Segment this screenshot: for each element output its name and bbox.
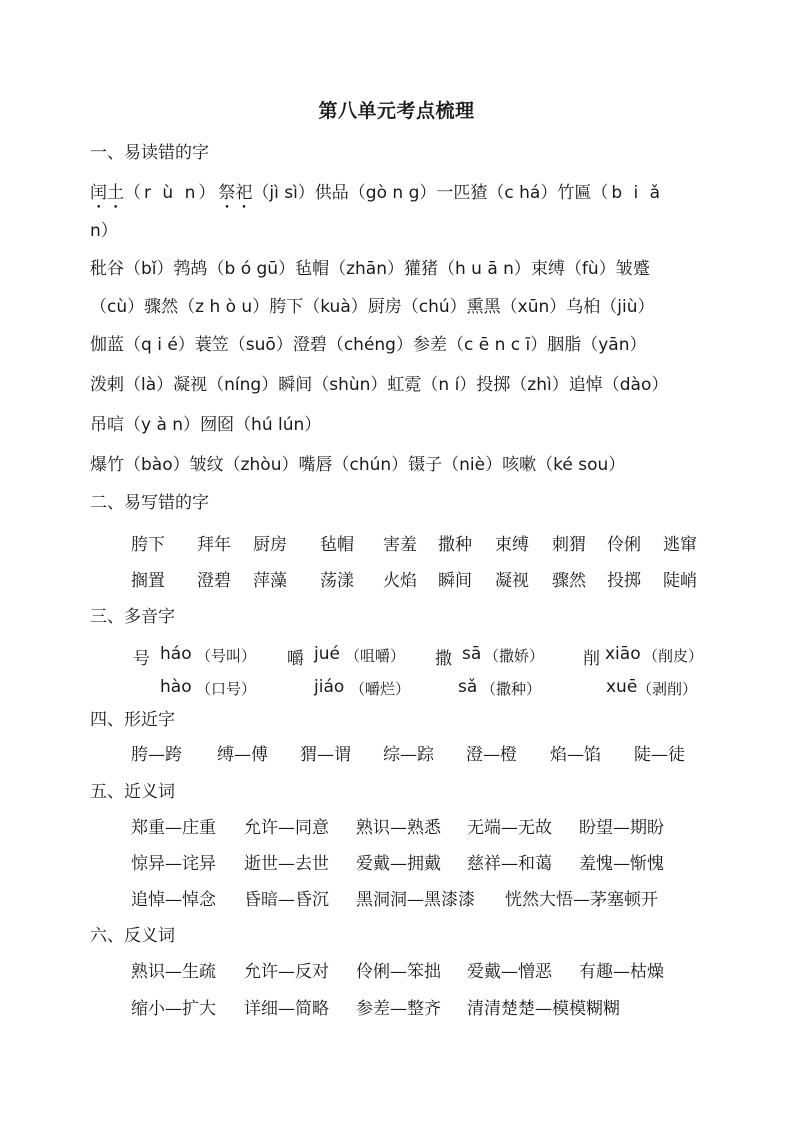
word: 厨房 <box>367 297 402 317</box>
word: 逃窜 <box>663 535 697 555</box>
synonym-pair: 追悼—悼念 <box>131 890 216 910</box>
reading-line-6 <box>90 370 668 395</box>
pinyin: （dào） <box>602 375 669 395</box>
synonym-pair: 允许—同意 <box>244 818 329 838</box>
word: 胯下 <box>131 535 165 555</box>
word: 刺猬 <box>552 535 586 555</box>
pinyin: （h u ā n） <box>437 259 531 279</box>
pinyin: jué <box>314 644 340 664</box>
word: 凝视 <box>173 375 208 395</box>
antonym-pair: 爱戴—憎恶 <box>467 962 552 982</box>
reading-line-4 <box>90 292 654 317</box>
word: 搁置 <box>131 571 165 591</box>
example: （咀嚼） <box>345 647 406 665</box>
section-heading-6: 六、反义词 <box>90 926 175 946</box>
word: 伶俐 <box>607 535 641 555</box>
antonym-pair: 有趣—枯燥 <box>579 962 664 982</box>
pinyin: （chéng） <box>326 335 413 355</box>
pinyin: （n í） <box>421 375 477 395</box>
pinyin: （jì sì） <box>252 183 315 203</box>
synonym-pair: 盼望—期盼 <box>579 818 664 838</box>
pinyin: （chú） <box>401 297 467 317</box>
word: 骤然 <box>144 297 179 317</box>
example: （剥削） <box>637 680 698 698</box>
word: 毡帽 <box>320 535 354 555</box>
example: （口号） <box>196 680 257 698</box>
pinyin: （gò n g） <box>348 183 437 203</box>
polyphone-char: 削 <box>583 649 600 669</box>
antonym-pair: 清清楚楚—模模糊糊 <box>467 999 620 1019</box>
similar-pair: 猬—谓 <box>300 745 351 765</box>
pinyin: （níng） <box>207 375 279 395</box>
word: 束缚 <box>495 535 529 555</box>
word: 胭脂 <box>547 335 582 355</box>
word: 投掷 <box>607 571 641 591</box>
word: 鹁鸪 <box>173 259 208 279</box>
word: 撒种 <box>438 535 472 555</box>
pinyin: （kuà） <box>303 297 368 317</box>
word: 害羞 <box>383 535 417 555</box>
similar-pair: 胯—跨 <box>131 745 182 765</box>
pinyin: （fù） <box>564 259 616 279</box>
pinyin: n） <box>90 221 118 241</box>
polyphone-char: 撒 <box>435 649 452 669</box>
polyphone-char: 号 <box>133 649 150 669</box>
antonym-pair: 熟识—生疏 <box>131 962 216 982</box>
synonym-pair: 惊异—诧异 <box>131 854 216 874</box>
word: 竹匾 <box>557 183 592 203</box>
synonym-pair: 羞愧—惭愧 <box>579 854 664 874</box>
antonym-pair: 允许—反对 <box>244 962 329 982</box>
pinyin: （niè） <box>442 455 503 475</box>
section-heading-5: 五、近义词 <box>90 782 175 802</box>
word: 澄碧 <box>292 335 327 355</box>
word: 荡漾 <box>320 571 354 591</box>
word: 皱纹 <box>189 455 224 475</box>
pinyin: （c ē n c ī） <box>446 335 548 355</box>
synonym-pair: 慈祥—和蔼 <box>467 854 552 874</box>
word: 骤然 <box>552 571 586 591</box>
pinyin: （z h ò u） <box>178 297 270 317</box>
pinyin: （xūn） <box>500 297 567 317</box>
word: 厨房 <box>253 535 287 555</box>
reading-line-5 <box>90 330 647 355</box>
example: （号叫） <box>196 647 257 665</box>
pinyin: （bào） <box>124 455 190 475</box>
example: （撒种） <box>481 680 542 698</box>
word: 爆竹 <box>90 455 124 475</box>
synonym-pair: 恍然大悟—茅塞顿开 <box>505 890 658 910</box>
word: 一匹猹 <box>436 183 488 203</box>
similar-pair: 综—踪 <box>383 745 434 765</box>
pinyin: （b ó gū） <box>207 259 296 279</box>
word: 火焰 <box>383 571 417 591</box>
pinyin: （zhān） <box>329 259 404 279</box>
section-heading-2: 二、易写错的字 <box>90 493 209 513</box>
page-title: 第八单元考点梳理 <box>318 100 475 122</box>
word: 皱蹙 <box>615 259 650 279</box>
word: 参差 <box>412 335 447 355</box>
antonym-pair: 参差—整齐 <box>356 999 441 1019</box>
synonym-pair: 郑重—庄重 <box>131 818 216 838</box>
word: 咳嗽 <box>502 455 537 475</box>
pinyin: （zhì） <box>510 375 569 395</box>
pinyin: háo <box>160 644 192 664</box>
word: 萍藻 <box>253 571 287 591</box>
pinyin: （bǐ） <box>124 259 174 279</box>
synonym-pair: 熟识—熟悉 <box>356 818 441 838</box>
pinyin: （r ù n） <box>124 183 219 203</box>
pinyin: （là） <box>124 375 174 395</box>
polyphone-char: 嚼 <box>287 649 304 669</box>
word: 乌桕 <box>566 297 601 317</box>
word: 闰土 <box>90 183 124 203</box>
antonym-pair: 详细—简略 <box>244 999 329 1019</box>
pinyin: （suō） <box>228 335 293 355</box>
similar-pair: 缚—傅 <box>217 745 268 765</box>
synonym-pair: 爱戴—拥戴 <box>356 854 441 874</box>
word: 祭祀 <box>218 183 253 203</box>
example: （削皮） <box>643 647 704 665</box>
pinyin: （cù） <box>90 297 145 317</box>
synonym-pair: 逝世—去世 <box>244 854 329 874</box>
word: 嘴唇 <box>298 455 333 475</box>
pinyin: （zhòu） <box>223 455 299 475</box>
word: 獾猪 <box>403 259 438 279</box>
word: 虹霓 <box>387 375 422 395</box>
word: 秕谷 <box>90 259 124 279</box>
similar-pair: 焰—馅 <box>550 745 601 765</box>
word: 凝视 <box>495 571 529 591</box>
pinyin: xiāo <box>605 644 641 664</box>
pinyin: （chún） <box>332 455 409 475</box>
pinyin: jiáo <box>314 677 345 697</box>
word: 瞬间 <box>278 375 313 395</box>
reading-line-8 <box>90 450 625 475</box>
word: 泼剌 <box>90 375 124 395</box>
synonym-pair: 无端—无故 <box>467 818 552 838</box>
word: 镊子 <box>408 455 443 475</box>
word: 投掷 <box>476 375 511 395</box>
word: 拜年 <box>197 535 231 555</box>
word: 吊唁 <box>90 415 124 435</box>
reading-line-7 <box>90 410 321 435</box>
word: 胯下 <box>269 297 304 317</box>
word: 毡帽 <box>295 259 330 279</box>
word: 熏黑 <box>466 297 501 317</box>
word: 追悼 <box>568 375 603 395</box>
word: 伽蓝 <box>90 335 124 355</box>
pinyin: sā <box>462 644 482 664</box>
synonym-pair: 昏暗—昏沉 <box>244 890 329 910</box>
word: 囫囵 <box>200 415 235 435</box>
pinyin: hào <box>160 677 192 697</box>
pinyin: xuē <box>606 677 638 697</box>
pinyin: （shùn） <box>312 375 388 395</box>
antonym-pair: 伶俐—笨拙 <box>356 962 441 982</box>
word: 瞬间 <box>438 571 472 591</box>
example: （嚼烂） <box>350 680 411 698</box>
pinyin: sǎ <box>458 677 478 697</box>
pinyin: （b i ǎ <box>591 183 664 203</box>
section-heading-4: 四、形近字 <box>90 710 175 730</box>
pinyin: （q i é） <box>124 335 195 355</box>
section-heading-3: 三、多音字 <box>90 607 175 627</box>
reading-line-3 <box>90 254 650 279</box>
similar-pair: 澄—橙 <box>466 745 517 765</box>
word: 澄碧 <box>197 571 231 591</box>
word: 供品 <box>314 183 349 203</box>
pinyin: （hú lún） <box>234 415 322 435</box>
word: 陡峭 <box>663 571 697 591</box>
pinyin: （jiù） <box>600 297 655 317</box>
synonym-pair: 黑洞洞—黑漆漆 <box>356 890 475 910</box>
word: 束缚 <box>530 259 565 279</box>
pinyin: （yān） <box>581 335 647 355</box>
example: （撒娇） <box>484 647 545 665</box>
antonym-pair: 缩小—扩大 <box>131 999 216 1019</box>
similar-pair: 陡—徒 <box>634 745 685 765</box>
pinyin: （ké sou） <box>536 455 626 475</box>
pinyin: （y à n） <box>124 415 201 435</box>
reading-line-2 <box>90 216 118 241</box>
pinyin: （c há） <box>487 183 558 203</box>
word: 蓑笠 <box>194 335 229 355</box>
reading-line-1 <box>90 178 663 213</box>
section-heading-1: 一、易读错的字 <box>90 143 209 163</box>
